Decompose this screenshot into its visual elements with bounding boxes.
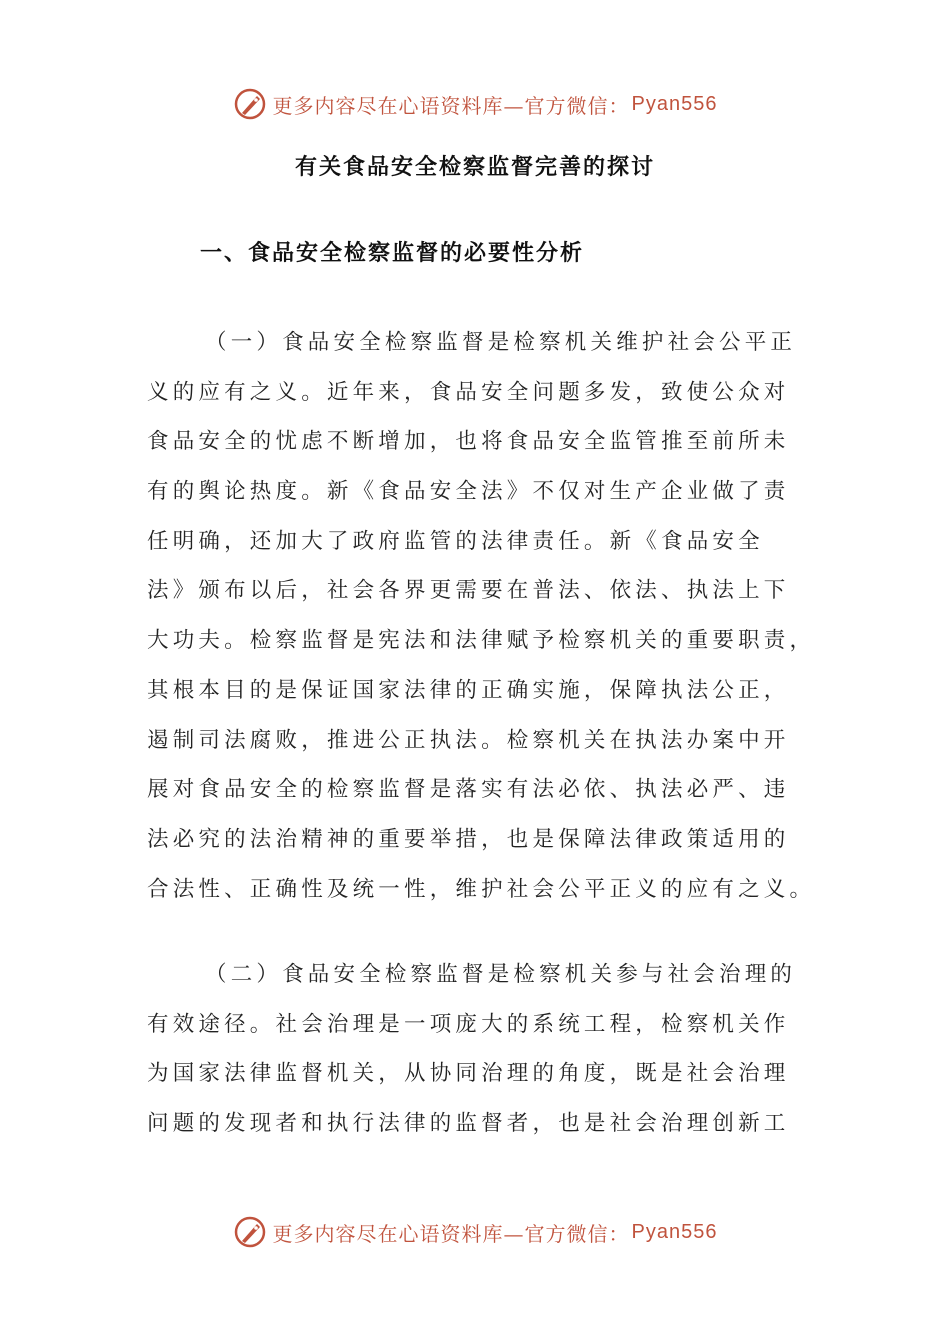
paragraph-line: 义的应有之义。近年来，食品安全问题多发，致使公众对 (147, 379, 790, 405)
paragraph-line: 有效途径。社会治理是一项庞大的系统工程，检察机关作 (147, 1011, 790, 1037)
pen-nib-circle-icon (233, 1215, 267, 1249)
paragraph-line: 为国家法律监督机关，从协同治理的角度，既是社会治理 (147, 1061, 790, 1087)
footer-watermark (0, 1212, 950, 1252)
pen-nib-circle-icon (233, 87, 267, 121)
paragraph-line: （一）食品安全检察监督是检察机关维护社会公平正 (205, 330, 797, 355)
watermark-text: 更多内容尽在心语资料库—官方微信： (272, 93, 630, 118)
paragraph-line: 食品安全的忧虑不断增加，也将食品安全监管推至前所未 (147, 429, 790, 455)
paragraph-line: 大功夫。检察监督是宪法和法律赋予检察机关的重要职责， (147, 628, 816, 654)
paragraph-line: 展对食品安全的检察监督是落实有法必依、执法必严、违 (147, 777, 790, 803)
header-watermark (0, 84, 950, 124)
paragraph-line: 法必究的法治精神的重要举措，也是保障法律政策适用的 (147, 826, 790, 852)
document-title: 有关食品安全检察监督完善的探讨 (294, 155, 655, 180)
paragraph-line: 遏制司法腐败，推进公正执法。检察机关在执法办案中开 (147, 727, 790, 753)
watermark-handle: Pyan556 (631, 1220, 718, 1243)
watermark-handle: Pyan556 (631, 92, 718, 115)
paragraph-line: 有的舆论热度。新《食品安全法》不仅对生产企业做了责 (147, 479, 790, 505)
paragraph-line: 法》颁布以后，社会各界更需要在普法、依法、执法上下 (147, 578, 790, 604)
paragraph-line: 其根本目的是保证国家法律的正确实施，保障执法公正， (147, 677, 790, 703)
paragraph-line: 任明确，还加大了政府监管的法律责任。新《食品安全 (147, 528, 764, 554)
paragraph-line: （二）食品安全检察监督是检察机关参与社会治理的 (205, 962, 797, 987)
paragraph-2 (147, 950, 807, 1149)
paragraph-line: 合法性、正确性及统一性，维护社会公平正义的应有之义。 (147, 876, 816, 902)
paragraph-line: 问题的发现者和执行法律的监督者，也是社会治理创新工 (147, 1111, 790, 1137)
section-heading: 一、食品安全检察监督的必要性分析 (200, 241, 585, 266)
watermark-text: 更多内容尽在心语资料库—官方微信： (272, 1221, 630, 1246)
paragraph-1 (147, 318, 816, 914)
